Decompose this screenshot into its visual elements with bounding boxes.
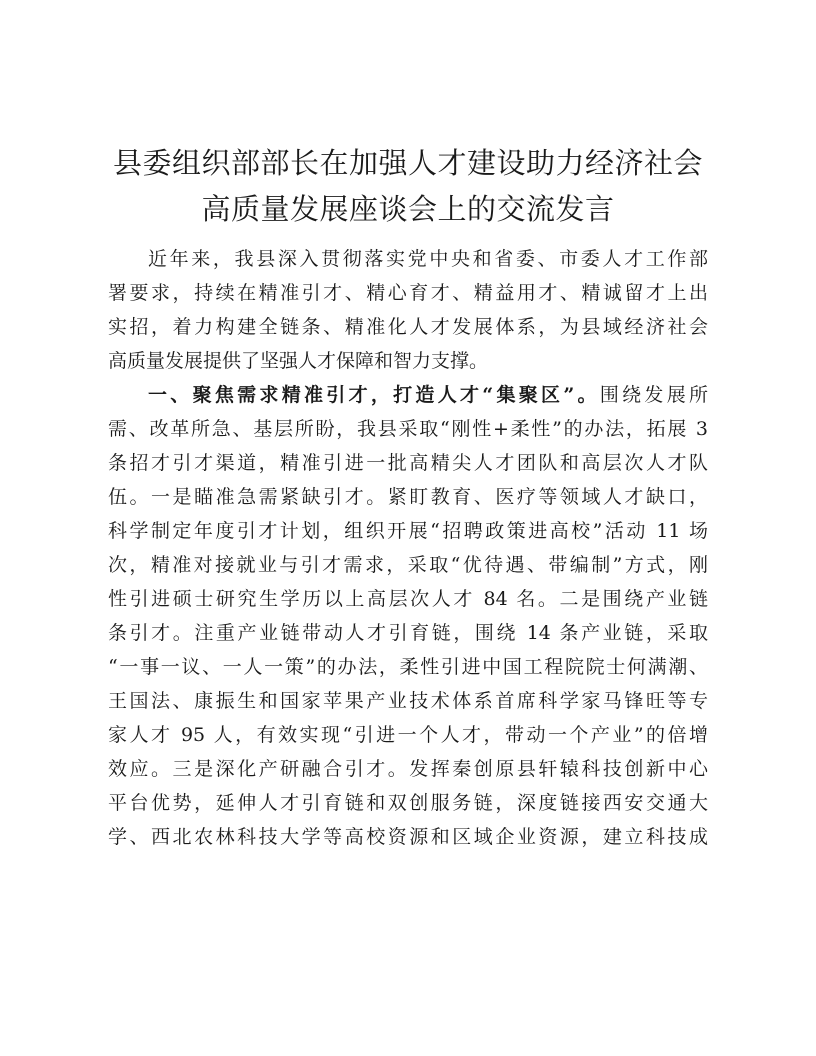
- title-line-2: 高质量发展座谈会上的交流发言: [201, 192, 615, 226]
- section-1-line: 平台优势，延伸人才引育链和双创服务链，深度链接西安交通大: [108, 792, 708, 814]
- paragraph-1-line: 署要求，持续在精准引才、精心育才、精益用才、精诚留才上出: [108, 282, 708, 304]
- section-1-first-line: [108, 378, 708, 412]
- section-1-line: “一事一议、一人一策”的办法，柔性引进中国工程院院士何满潮、: [108, 656, 708, 678]
- paragraph-1-line: 实招，着力构建全链条、精准化人才发展体系，为县域经济社会: [108, 316, 708, 338]
- section-1-line: 科学制定年度引才计划，组织开展“招聘政策进高校”活动 11 场: [108, 520, 708, 542]
- section-1-line: 需、改革所急、基层所盼，我县采取“刚性+柔性”的办法，拓展 3: [108, 418, 708, 440]
- section-1-line: 伍。一是瞄准急需紧缺引才。紧盯教育、医疗等领域人才缺口，: [108, 486, 708, 508]
- paragraph-1-line: 近年来，我县深入贯彻落实党中央和省委、市委人才工作部: [148, 248, 708, 270]
- paragraph-1-line: 高质量发展提供了坚强人才保障和智力支撑。: [108, 350, 489, 372]
- section-1-line: 次，精准对接就业与引才需求，采取“优待遇、带编制”方式，刚: [108, 554, 708, 576]
- title-line-1: 县委组织部部长在加强人才建设助力经济社会: [112, 146, 703, 180]
- section-1-line: 王国法、康振生和国家苹果产业技术体系首席科学家马锋旺等专: [108, 690, 708, 712]
- section-1-line: 条引才。注重产业链带动人才引育链，围绕 14 条产业链，采取: [108, 622, 708, 644]
- document-body: [108, 242, 708, 854]
- document-title: [100, 140, 716, 232]
- section-1-line: 效应。三是深化产研融合引才。发挥秦创原县轩辕科技创新中心: [108, 758, 708, 780]
- section-1-line: 家人才 95 人，有效实现“引进一个人才，带动一个产业”的倍增: [108, 724, 708, 746]
- section-1-line: 性引进硕士研究生学历以上高层次人才 84 名。二是围绕产业链: [108, 588, 708, 610]
- section-1-heading-tail: 围绕发展所: [599, 384, 708, 406]
- section-1-line: 学、西北农林科技大学等高校资源和区域企业资源，建立科技成: [108, 826, 708, 848]
- section-1-heading: 一、聚焦需求精准引才，打造人才“集聚区”。: [148, 384, 600, 406]
- section-1-line: 条招才引才渠道，精准引进一批高精尖人才团队和高层次人才队: [108, 452, 708, 474]
